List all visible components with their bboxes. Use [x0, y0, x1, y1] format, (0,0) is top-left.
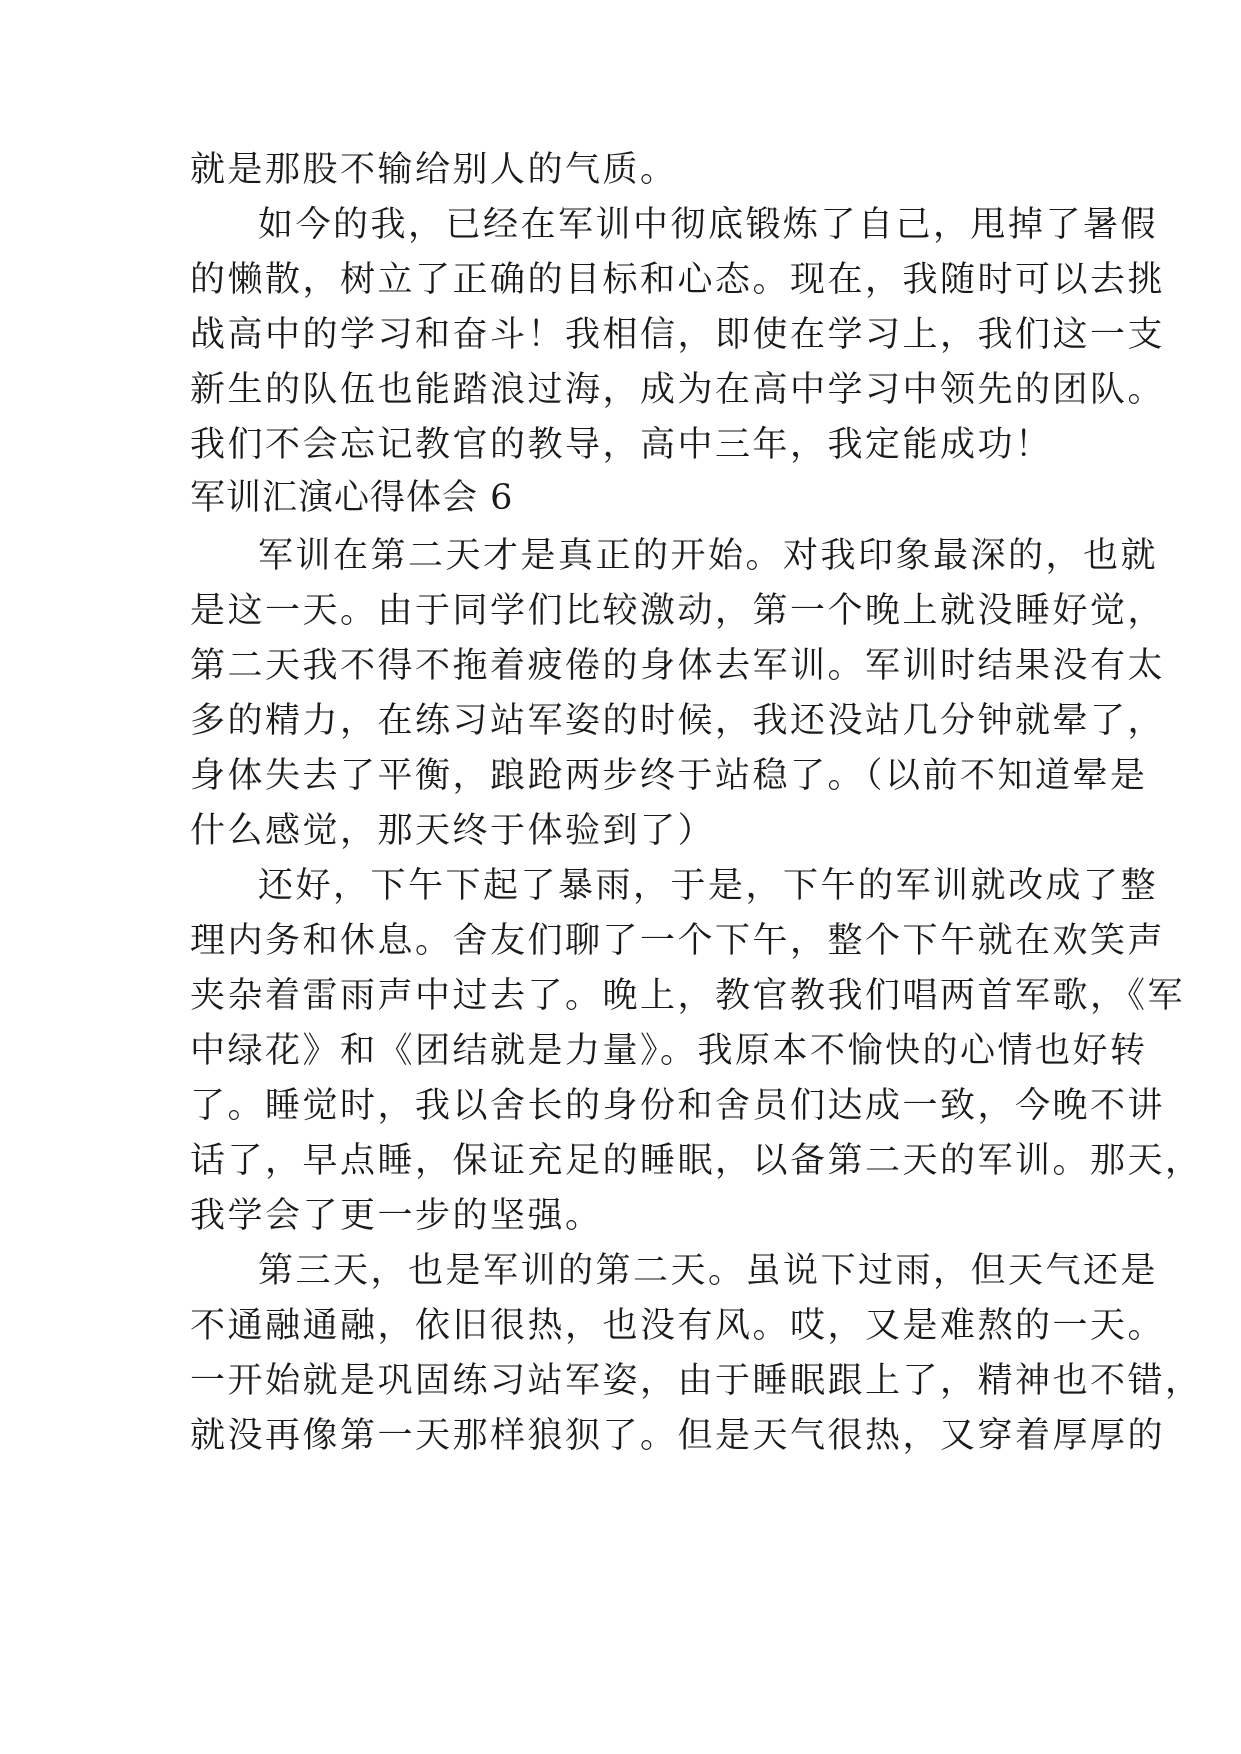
text-line: 多的精力，在练习站军姿的时候，我还没站几分钟就晕了，	[190, 701, 1166, 741]
paragraph-first-line: 军训在第二天才是真正的开始。对我印象最深的，也就	[258, 536, 1159, 576]
text-line: 什么感觉，那天终于体验到了）	[190, 811, 716, 851]
text-line: 话了，早点睡，保证充足的睡眠，以备第二天的军训。那天，	[190, 1141, 1203, 1181]
paragraph-first-line: 第三天，也是军训的第二天。虽说下过雨，但天气还是	[258, 1251, 1159, 1291]
text-line: 中绿花》和《团结就是力量》。我原本不愉快的心情也好转	[190, 1031, 1148, 1071]
text-line: 新生的队伍也能踏浪过海，成为在高中学习中领先的团队。	[190, 370, 1166, 410]
text-line: 不通融通融，依旧很热，也没有风。哎，又是难熬的一天。	[190, 1306, 1166, 1346]
text-line: 就是那股不输给别人的气质。	[190, 150, 678, 190]
text-line: 身体失去了平衡，踉跄两步终于站稳了。（以前不知道晕是	[190, 756, 1148, 796]
text-line: 就没再像第一天那样狼狈了。但是天气很热，又穿着厚厚的	[190, 1416, 1166, 1456]
text-line: 我学会了更一步的坚强。	[190, 1196, 603, 1236]
text-line: 第二天我不得不拖着疲倦的身体去军训。军训时结果没有太	[190, 646, 1166, 686]
text-line: 的懒散，树立了正确的目标和心态。现在，我随时可以去挑	[190, 260, 1166, 300]
text-line: 战高中的学习和奋斗！我相信，即使在学习上，我们这一支	[190, 315, 1166, 355]
text-line: 是这一天。由于同学们比较激动，第一个晚上就没睡好觉，	[190, 591, 1166, 631]
section-heading: 军训汇演心得体会 6	[190, 478, 514, 518]
text-line: 了。睡觉时，我以舍长的身份和舍员们达成一致，今晚不讲	[190, 1086, 1166, 1126]
text-line: 我们不会忘记教官的教导，高中三年，我定能成功！	[190, 425, 1053, 465]
paragraph-first-line: 还好，下午下起了暴雨，于是，下午的军训就改成了整	[258, 866, 1159, 906]
text-line: 夹杂着雷雨声中过去了。晚上，教官教我们唱两首军歌，《军	[190, 976, 1186, 1016]
text-line: 一开始就是巩固练习站军姿，由于睡眠跟上了，精神也不错，	[190, 1361, 1203, 1401]
paragraph-first-line: 如今的我，已经在军训中彻底锻炼了自己，甩掉了暑假	[258, 205, 1159, 245]
text-line: 理内务和休息。舍友们聊了一个下午，整个下午就在欢笑声	[190, 921, 1166, 961]
